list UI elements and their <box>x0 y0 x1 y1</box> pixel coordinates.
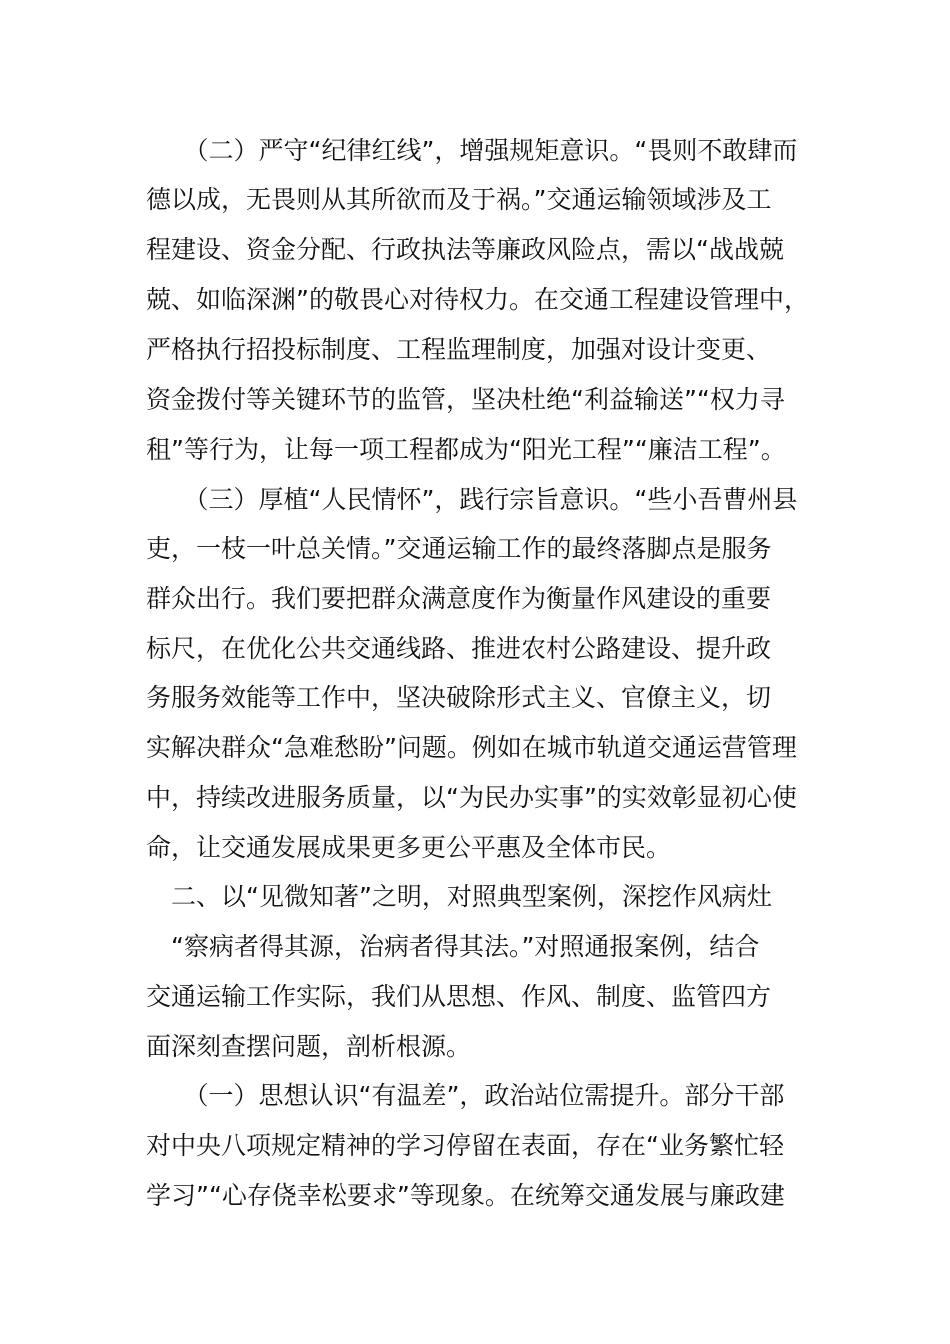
text-line: 对中央八项规定精神的学习停留在表面，存在“业务繁忙轻 <box>146 1131 784 1160</box>
text-line: （三）厚植“人民情怀”，践行宗旨意识。“些小吾曹州县 <box>146 485 798 514</box>
text-line: 命，让交通发展成果更多更公平惠及全体市民。 <box>146 833 672 862</box>
text-line: 务服务效能等工作中，坚决破除形式主义、官僚主义，切 <box>146 683 772 712</box>
text-line: 面深刻查摆问题，剖析根源。 <box>146 1032 472 1061</box>
section-heading: 二、以“见微知著”之明，对照典型案例，深挖作风病灶 <box>146 882 772 911</box>
text-line: 兢、如临深渊”的敬畏心对待权力。在交通工程建设管理中， <box>146 285 809 314</box>
text-line: 租”等行为，让每一项工程都成为“阳光工程”“廉洁工程”。 <box>146 435 786 464</box>
text-line: 学习”“心存侥幸松要求”等现象。在统筹交通发展与廉政建 <box>146 1181 785 1210</box>
text-line: “察病者得其源，治病者得其法。”对照通报案例，结合 <box>146 932 760 961</box>
text-line: 程建设、资金分配、行政执法等廉政风险点，需以“战战兢 <box>146 235 784 264</box>
text-line: 实解决群众“急难愁盼”问题。例如在城市轨道交通运营管理 <box>146 733 797 762</box>
text-line: 德以成，无畏则从其所欲而及于祸。”交通运输领域涉及工 <box>146 185 772 214</box>
text-line: 资金拨付等关键环节的监管，坚决杜绝“利益输送”“权力寻 <box>146 385 785 414</box>
text-line: 交通运输工作实际，我们从思想、作风、制度、监管四方 <box>146 982 772 1011</box>
text-line: 中，持续改进服务质量，以“为民办实事”的实效彰显初心使 <box>146 783 797 812</box>
text-line: 吏，一枝一叶总关情。”交通运输工作的最终落脚点是服务 <box>146 534 772 563</box>
text-line: 群众出行。我们要把群众满意度作为衡量作风建设的重要 <box>146 584 772 613</box>
text-line: （二）严守“纪律红线”，增强规矩意识。“畏则不敢肆而 <box>146 136 798 165</box>
text-line: （一）思想认识“有温差”，政治站位需提升。部分干部 <box>146 1081 785 1110</box>
text-line: 标尺，在优化公共交通线路、推进农村公路建设、提升政 <box>146 634 772 663</box>
text-line: 严格执行招投标制度、工程监理制度，加强对设计变更、 <box>146 335 772 364</box>
